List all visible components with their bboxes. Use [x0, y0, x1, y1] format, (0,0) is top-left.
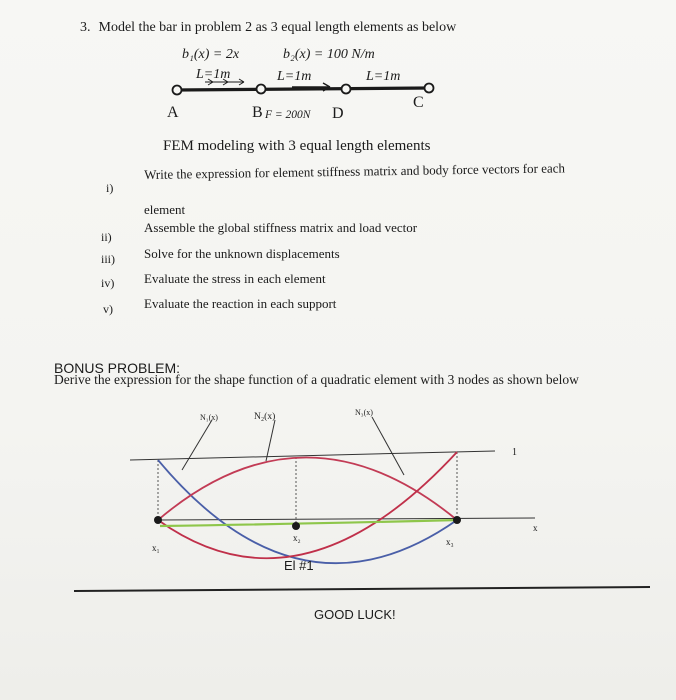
- element-length-1: L=1m: [196, 67, 231, 82]
- node-d-label: D: [332, 105, 344, 122]
- shape-function-n3-curve: [158, 452, 457, 558]
- task-1-line-1: Write the expression for element stiffness matrix and body force vectors for each: [144, 160, 566, 182]
- node-x3-dot: [453, 516, 461, 524]
- task-5-number: v): [103, 302, 113, 316]
- label-n3: N₃(x): [355, 408, 373, 417]
- good-luck-text: GOOD LUCK!: [314, 607, 396, 622]
- leader-n2: [266, 420, 275, 461]
- label-n2: N₂(x): [254, 412, 276, 422]
- x-axis-line: [158, 518, 535, 520]
- body-force-2-label: b₂(x) = 100 N/m: [283, 47, 375, 62]
- problem-statement: Model the bar in problem 2 as 3 equal length elements as below: [98, 20, 457, 35]
- unit-level-line: [130, 451, 495, 460]
- body-force-1-label: b₁(x) = 2x: [182, 47, 240, 62]
- task-5-line-1: Evaluate the reaction in each support: [144, 296, 337, 311]
- shape-function-n2-curve: [158, 458, 457, 521]
- leader-n3: [372, 417, 404, 475]
- task-2-number: ii): [101, 230, 112, 244]
- x3-label: x₃: [446, 537, 454, 547]
- task-1-line-2: element: [144, 202, 186, 217]
- bonus-title: BONUS PROBLEM:: [54, 360, 181, 376]
- node-c-label: C: [413, 94, 424, 111]
- task-4-number: iv): [101, 276, 115, 290]
- x1-label: x₁: [152, 543, 160, 553]
- bonus-text: Derive the expression for the shape function of a quadratic element with 3 nodes as shown below: [54, 372, 579, 387]
- node-x2-dot: [292, 522, 300, 530]
- unit-value-label: 1: [512, 447, 517, 458]
- shape-function-n1-curve: [158, 460, 457, 563]
- task-3-line-1: Solve for the unknown displacements: [144, 246, 340, 261]
- point-force-label: F = 200N: [265, 109, 311, 121]
- x2-label: x₂: [293, 533, 301, 543]
- element-baseline: [160, 520, 458, 526]
- task-3-number: iii): [101, 252, 115, 266]
- element-label: El #1: [284, 558, 314, 573]
- element-length-3: L=1m: [366, 69, 401, 84]
- task-4-line-1: Evaluate the stress in each element: [144, 271, 326, 286]
- task-1-number: i): [106, 181, 114, 195]
- section-title: FEM modeling with 3 equal length elements: [163, 138, 431, 154]
- x-axis-label: x: [533, 523, 538, 533]
- task-2-line-1: Assemble the global stiffness matrix and load vector: [144, 220, 418, 235]
- node-x1-dot: [154, 516, 162, 524]
- label-n1: N₁(x): [200, 413, 218, 422]
- node-b-label: B: [252, 104, 263, 121]
- element-length-2: L=1m: [277, 69, 312, 84]
- node-a-label: A: [167, 104, 179, 121]
- leader-n1: [182, 420, 212, 470]
- problem-number: 3.: [80, 20, 91, 35]
